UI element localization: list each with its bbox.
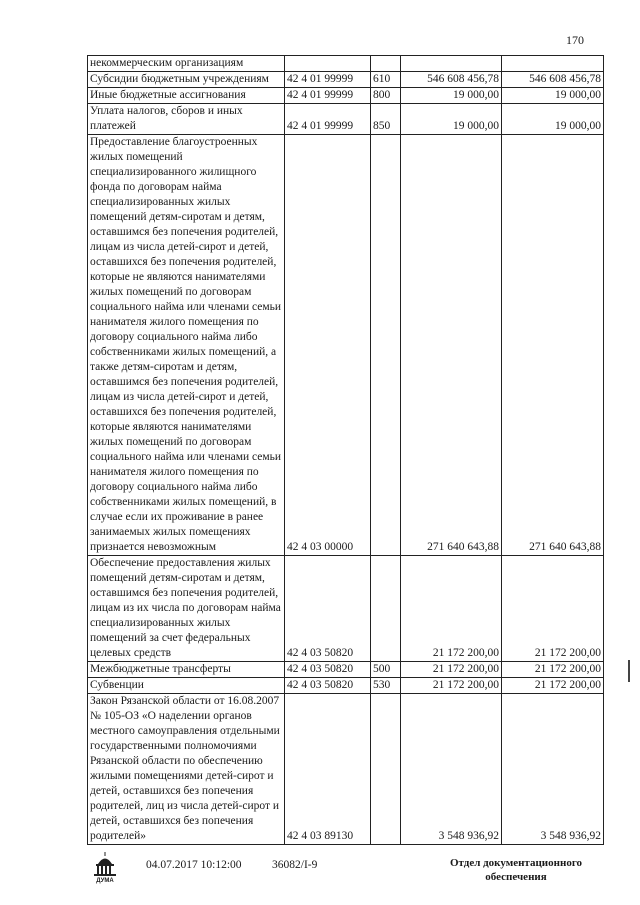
- row-sum-cell: [401, 56, 502, 72]
- row-sum-cell: 3 548 936,92: [401, 694, 502, 845]
- scan-mark: [628, 660, 630, 682]
- budget-table-body: [88, 56, 604, 845]
- row-code-cell: [285, 56, 371, 72]
- row-expense-type-cell: 800: [371, 88, 401, 104]
- row-sum-cell: 21 172 200,00: [401, 662, 502, 678]
- row-name-cell: некоммерческим организациям: [88, 56, 285, 72]
- row-name-cell: Уплата налогов, сборов и иных платежей: [88, 104, 285, 135]
- footer: [0, 850, 640, 900]
- row-name-cell: Субвенции: [88, 678, 285, 694]
- logo-text: ДУМА: [96, 878, 114, 884]
- row-sum-cell: 19 000,00: [502, 88, 604, 104]
- table-row: [88, 56, 604, 72]
- row-sum-cell: 21 172 200,00: [401, 678, 502, 694]
- row-sum-cell: 271 640 643,88: [502, 135, 604, 556]
- table-row: [88, 88, 604, 104]
- row-code-cell: 42 4 03 50820: [285, 556, 371, 662]
- footer-department: [430, 856, 602, 884]
- row-sum-cell: 21 172 200,00: [502, 662, 604, 678]
- table-row: [88, 72, 604, 88]
- row-sum-cell: 546 608 456,78: [502, 72, 604, 88]
- row-name-cell: Межбюджетные трансферты: [88, 662, 285, 678]
- row-expense-type-cell: [371, 56, 401, 72]
- row-code-cell: 42 4 03 00000: [285, 135, 371, 556]
- row-code-cell: 42 4 03 89130: [285, 694, 371, 845]
- row-sum-cell: 21 172 200,00: [502, 678, 604, 694]
- row-expense-type-cell: [371, 135, 401, 556]
- budget-table: [87, 55, 604, 845]
- row-code-cell: 42 4 03 50820: [285, 662, 371, 678]
- row-sum-cell: 546 608 456,78: [401, 72, 502, 88]
- row-name-cell: Предоставление благоустроенных жилых помещений специализированного жилищного фонда по договорам найма специализированных жилых помещений детям-сиротам и детям, оставшимся без попечения родителей, лицам из числа детей-сирот и детей, оставшихся без попечения родителей, которые не являются нанимателями жилых помещений по договорам социального найма или членами семьи нанимателя жилого помещения по договору социального найма либо собственниками жилых помещений, а также детям-сиротам и детям, оставшимся без попечения родителей, лицам из числа детей-сирот и детей, оставшихся без попечения родителей, которые являются нанимателями жилых помещений по договорам социального найма или членами семьи нанимателя жилого помещения по договору социального найма либо собственниками жилых помещений, в случае если их проживание в ранее занимаемых жилых помещениях признается невозможным: [88, 135, 285, 556]
- row-name-cell: Закон Рязанской области от 16.08.2007 № 105-ОЗ «О наделении органов местного самоуправления отдельными государственными полномочиями Рязанской области по обеспечению жилыми помещениями детей-сирот и детей, оставшихся без попечения родителей, лиц из числа детей-сирот и детей, оставшихся без попечения родителей»: [88, 694, 285, 845]
- footer-department-line1: Отдел документационного: [449, 857, 583, 869]
- table-row: [88, 678, 604, 694]
- row-sum-cell: 21 172 200,00: [502, 556, 604, 662]
- footer-date: 04.07.2017 10:12:00: [146, 859, 242, 871]
- row-sum-cell: 19 000,00: [401, 104, 502, 135]
- table-row: [88, 135, 604, 556]
- row-expense-type-cell: 530: [371, 678, 401, 694]
- row-expense-type-cell: 610: [371, 72, 401, 88]
- row-expense-type-cell: 500: [371, 662, 401, 678]
- row-code-cell: 42 4 01 99999: [285, 104, 371, 135]
- row-expense-type-cell: 850: [371, 104, 401, 135]
- row-sum-cell: 19 000,00: [401, 88, 502, 104]
- footer-reg-number: 36082/I-9: [272, 859, 318, 871]
- row-name-cell: Субсидии бюджетным учреждениям: [88, 72, 285, 88]
- row-sum-cell: 271 640 643,88: [401, 135, 502, 556]
- table-row: [88, 104, 604, 135]
- row-sum-cell: 3 548 936,92: [502, 694, 604, 845]
- row-expense-type-cell: [371, 694, 401, 845]
- row-code-cell: 42 4 03 50820: [285, 678, 371, 694]
- row-expense-type-cell: [371, 556, 401, 662]
- row-sum-cell: [502, 56, 604, 72]
- table-row: [88, 662, 604, 678]
- duma-logo-icon: [90, 850, 120, 884]
- row-sum-cell: 21 172 200,00: [401, 556, 502, 662]
- row-code-cell: 42 4 01 99999: [285, 72, 371, 88]
- page-number: 170: [566, 33, 584, 47]
- footer-department-line2: обеспечения: [485, 871, 547, 883]
- row-name-cell: Иные бюджетные ассигнования: [88, 88, 285, 104]
- table-row: [88, 556, 604, 662]
- row-code-cell: 42 4 01 99999: [285, 88, 371, 104]
- row-name-cell: Обеспечение предоставления жилых помещений детям-сиротам и детям, оставшимся без попечения родителей, лицам из их числа по договорам найма специализированных жилых помещений за счет федеральных целевых средств: [88, 556, 285, 662]
- table-row: [88, 694, 604, 845]
- row-sum-cell: 19 000,00: [502, 104, 604, 135]
